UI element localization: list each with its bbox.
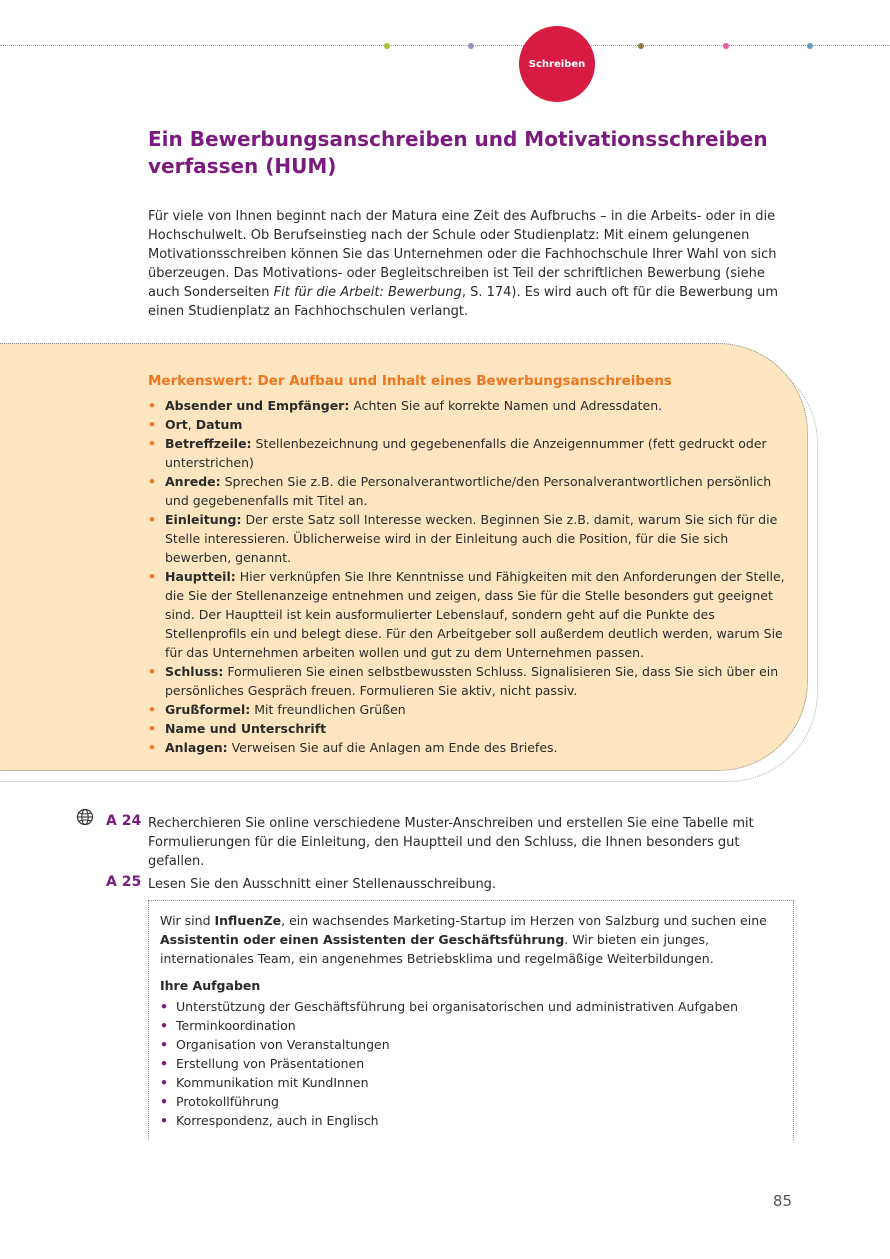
item-text: Der erste Satz soll Interesse wecken. Beginnen Sie z.B. damit, warum Sie sich für die Stelle interessieren. Üblicherweise wird in der Einleitung auch die Position, für die Sie sich bewerben, genannt.	[165, 512, 778, 565]
job-ad-company: InfluenZe	[214, 913, 282, 928]
task-text-a25: Lesen Sie den Ausschnitt einer Stellenausschreibung.	[148, 877, 497, 892]
item-text: Sprechen Sie z.B. die Personalverantwortliche/den Personalverantwortlichen persönlich und gegebenenfalls mit Titel an.	[165, 474, 772, 508]
list-item	[148, 567, 788, 662]
item-text: Mit freundlichen Grüßen	[250, 702, 406, 717]
list-item: • Terminkoordination	[160, 1016, 780, 1035]
item-term: Hauptteil:	[165, 569, 236, 584]
section-badge-label: Schreiben	[528, 58, 586, 70]
intro-text-2: , S. 174). Es wird auch oft für die Bewerbung um einen Studienplatz an Fachhochschulen verlangt.	[148, 285, 779, 319]
header-dot	[384, 43, 390, 49]
header-dot	[468, 43, 474, 49]
list-item	[148, 434, 788, 472]
job-ad-intro	[160, 911, 785, 968]
intro-paragraph	[148, 207, 798, 321]
merkenswert-title: Merkenswert: Der Aufbau und Inhalt eines Bewerbungsanschreibens	[148, 373, 672, 389]
job-ad-tasks-heading: Ihre Aufgaben	[160, 978, 261, 993]
section-badge	[519, 26, 595, 102]
job-ad-tasks-list	[160, 997, 780, 1130]
job-ad-text: . Wir bieten ein junges, internationales Team, ein angenehmes Betriebsklima und regelmäßige Weiterbildungen.	[160, 932, 714, 966]
list-item: • Organisation von Veranstaltungen	[160, 1035, 780, 1054]
list-item	[148, 719, 788, 738]
merkenswert-list	[148, 396, 788, 757]
job-ad-position: Assistentin oder einen Assistenten der Geschäftsführung	[160, 932, 565, 947]
page-number: 85	[772, 1192, 792, 1210]
list-item: • Kommunikation mit KundInnen	[160, 1073, 780, 1092]
list-item	[148, 415, 788, 434]
item-text: Formulieren Sie einen selbstbewussten Schluss. Signalisieren Sie, dass Sie sich über ein persönliches Gespräch freuen. Formulieren Sie aktiv, nicht passiv.	[165, 664, 779, 698]
list-item	[148, 662, 788, 700]
item-term: Betreffzeile:	[165, 436, 252, 451]
list-item: • Korrespondenz, auch in Englisch	[160, 1111, 780, 1130]
item-term: Anrede:	[165, 474, 221, 489]
item-term: Grußformel:	[165, 702, 251, 717]
list-item	[148, 396, 788, 415]
item-term: Absender und Empfänger:	[165, 398, 350, 413]
list-item	[148, 738, 788, 757]
item-term: Einleitung:	[165, 512, 242, 527]
item-term: Schluss:	[165, 664, 224, 679]
job-ad-text: , ein wachsendes Marketing-Startup im Herzen von Salzburg und suchen eine	[281, 913, 767, 928]
task-text-a24: Recherchieren Sie online verschiedene Muster-Anschreiben und erstellen Sie eine Tabelle mit Formulierungen für die Einleitung, den Hauptteil und den Schluss, die Ihnen besonders gut gefallen.	[148, 816, 754, 869]
item-term: Name und Unterschrift	[165, 721, 327, 736]
list-item	[148, 700, 788, 719]
intro-text-1: Für viele von Ihnen beginnt nach der Matura eine Zeit des Aufbruchs – in die Arbeits- oder in die Hochschulwelt. Ob Berufseinstieg nach der Schule oder Studienplatz: Mit einem gelungenen Motivationsschreiben können Sie das Unternehmen oder die Fachhochschule Ihrer Wahl von sich überzeugen. Das Motivations- oder Begleitschreiben ist Teil der schriftlichen Bewerbung (siehe auch Sonderseiten	[148, 209, 777, 300]
header-dot	[723, 43, 729, 49]
list-item: • Erstellung von Präsentationen	[160, 1054, 780, 1073]
item-text: ,	[187, 417, 196, 432]
list-item: • Protokollführung	[160, 1092, 780, 1111]
list-item	[148, 510, 788, 567]
job-ad-text: Wir sind	[160, 913, 215, 928]
page-title: Ein Bewerbungsanschreiben und Motivationsschreiben verfassen (HUM)	[148, 127, 768, 178]
item-text: Stellenbezeichnung und gegebenenfalls die Anzeigennummer (fett gedruckt oder unterstrichen)	[165, 436, 767, 470]
header-dot	[638, 43, 644, 49]
item-term: Datum	[195, 417, 243, 432]
intro-reference: Fit für die Arbeit: Bewerbung	[273, 285, 462, 300]
item-text: Achten Sie auf korrekte Namen und Adressdaten.	[349, 398, 663, 413]
task-label-a25: A 25	[106, 874, 142, 890]
list-item	[148, 472, 788, 510]
task-label-a24: A 24	[106, 813, 142, 829]
item-term: Ort	[165, 417, 188, 432]
header-dotted-line	[0, 45, 890, 46]
item-term: Anlagen:	[165, 740, 228, 755]
globe-icon	[76, 808, 94, 826]
header-dot	[807, 43, 813, 49]
item-text: Hier verknüpfen Sie Ihre Kenntnisse und Fähigkeiten mit den Anforderungen der Stelle, die Sie der Stellenanzeige entnehmen und zeigen, dass Sie für die Stelle besonders gut geeignet sind. Der Hauptteil ist kein ausformulierter Lebenslauf, sondern geht auf die Punkte des Stellenprofils ein und belegt diese. Für den Arbeitgeber soll außerdem deutlich werden, warum Sie für das Unternehmen arbeiten wollen und gut zu dem Unternehmen passen.	[165, 569, 785, 660]
list-item: • Unterstützung der Geschäftsführung bei organisatorischen und administrativen Aufgaben	[160, 997, 780, 1016]
item-text: Verweisen Sie auf die Anlagen am Ende des Briefes.	[227, 740, 558, 755]
